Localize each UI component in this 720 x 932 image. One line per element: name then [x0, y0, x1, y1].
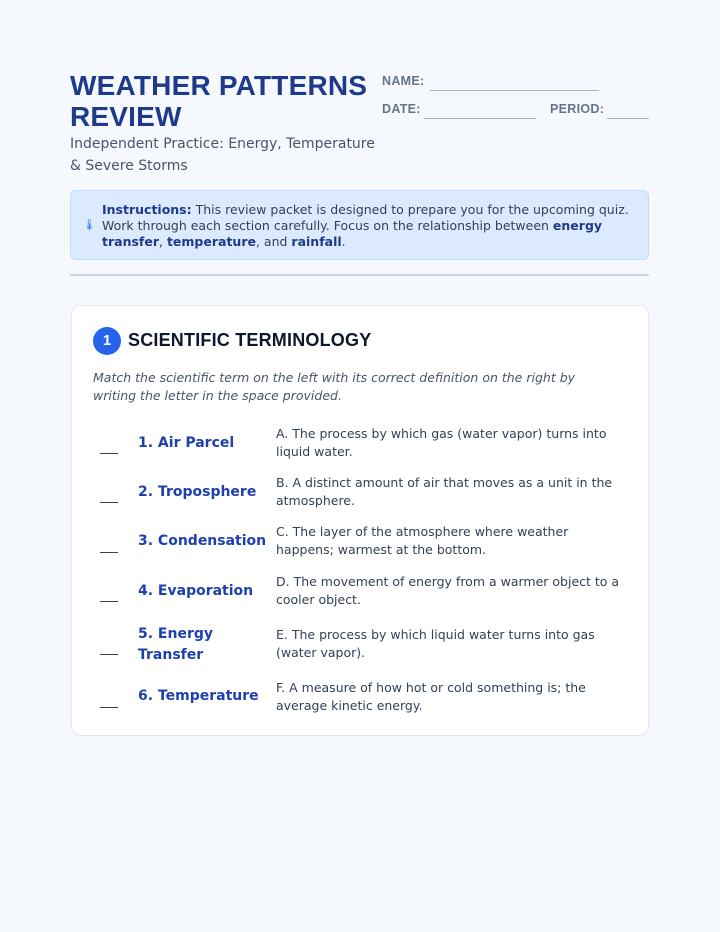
answer-blank[interactable] — [100, 502, 118, 503]
matching-row — [72, 521, 650, 571]
term-label: 5. Energy Transfer — [138, 626, 214, 663]
term-label: 1. Air Parcel — [138, 435, 235, 451]
definition-text: A. The process by which gas (water vapor) turns into liquid water. — [276, 426, 607, 459]
instructions-text — [102, 202, 637, 250]
term-label: 4. Evaporation — [138, 583, 254, 599]
instructions-box — [70, 190, 649, 260]
definition-text: D. The movement of energy from a warmer object to a cooler object. — [276, 574, 620, 607]
answer-blank[interactable] — [100, 707, 118, 708]
name-field[interactable] — [430, 90, 599, 91]
keyword-energy-transfer: energy transfer — [102, 218, 603, 249]
matching-row — [72, 422, 650, 472]
definition-text: C. The layer of the atmosphere where weather happens; warmest at the bottom. — [276, 524, 569, 557]
term-label: 3. Condensation — [138, 533, 267, 549]
date-field[interactable] — [424, 118, 536, 119]
matching-row — [72, 622, 650, 672]
section-number-badge: 1 — [93, 327, 121, 355]
answer-blank[interactable] — [100, 654, 118, 655]
instructions-sep: , and — [255, 234, 292, 249]
section-description: Match the scientific term on the left with its correct definition on the right by writing the letter in the space provided. — [93, 370, 576, 403]
instructions-body: This review packet is designed to prepare you for the upcoming quiz. Work through each section carefully. Focus on the relationship between — [102, 202, 629, 233]
answer-blank[interactable] — [100, 453, 118, 454]
section-divider — [70, 274, 649, 276]
section-title: SCIENTIFIC TERMINOLOGY — [128, 330, 372, 350]
answer-blank[interactable] — [100, 552, 118, 553]
answer-blank[interactable] — [100, 601, 118, 602]
period-field[interactable] — [607, 118, 649, 119]
page-title: WEATHER PATTERNS REVIEW — [70, 70, 368, 132]
matching-row — [72, 472, 650, 522]
term-label: 6. Temperature — [138, 688, 259, 704]
definition-text: F. A measure of how hot or cold something is; the average kinetic energy. — [276, 680, 586, 713]
keyword-temperature: temperature — [166, 234, 256, 249]
matching-row — [72, 675, 650, 725]
period-label: PERIOD: — [550, 102, 605, 116]
definition-text: B. A distinct amount of air that moves as a unit in the atmosphere. — [276, 475, 613, 508]
thermometer-icon: 🌡 — [83, 220, 96, 231]
instructions-end: . — [341, 234, 346, 249]
definition-text: E. The process by which liquid water turns into gas (water vapor). — [276, 627, 595, 660]
instructions-sep: , — [159, 234, 167, 249]
term-label: 2. Troposphere — [138, 484, 257, 500]
matching-row — [72, 571, 650, 621]
terminology-card — [71, 305, 649, 736]
name-label: NAME: — [382, 74, 425, 88]
instructions-label: Instructions: — [102, 202, 192, 217]
date-label: DATE: — [382, 102, 421, 116]
keyword-rainfall: rainfall — [291, 234, 342, 249]
page-subtitle: Independent Practice: Energy, Temperature & Severe Storms — [70, 136, 375, 174]
